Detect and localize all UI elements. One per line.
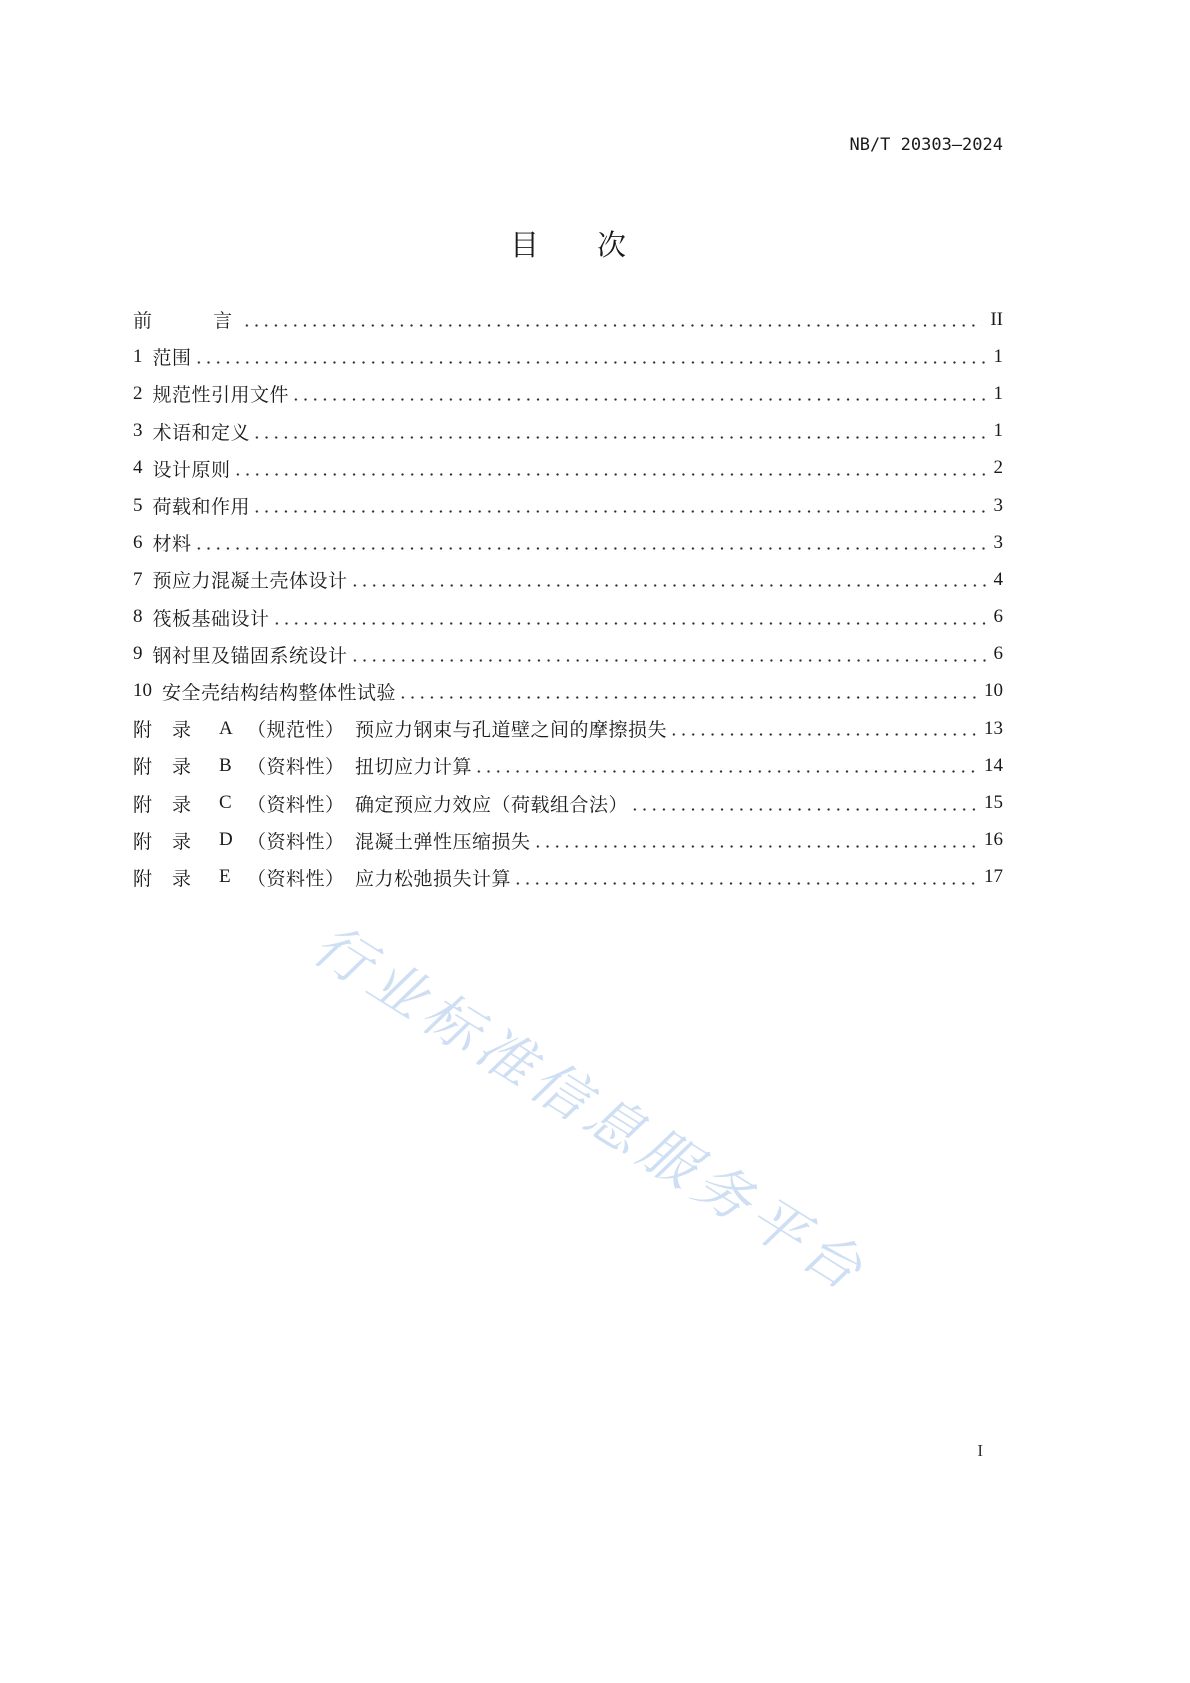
- page-number: I: [977, 1441, 983, 1460]
- dot-leader: [669, 732, 976, 737]
- toc-entry-number: 6: [133, 531, 143, 553]
- toc-entry-title: 钢衬里及锚固系统设计: [152, 645, 348, 667]
- toc-entry-page: II: [990, 308, 1003, 330]
- toc-entry-page: 6: [993, 643, 1003, 665]
- toc-entry-number: 8: [133, 606, 143, 628]
- toc-entry-appendix-a[interactable]: [133, 710, 1003, 747]
- page-title: 目 次: [509, 228, 626, 262]
- appendix-letter: E: [219, 866, 231, 888]
- toc-entry-title: 预应力钢束与孔道壁之间的摩擦损失: [355, 720, 668, 742]
- toc-entry-section-6[interactable]: [133, 524, 1003, 561]
- appendix-type: （规范性）: [247, 720, 345, 742]
- toc-entry-title: 确定预应力效应（荷载组合法）: [355, 794, 629, 816]
- dot-leader: [350, 583, 986, 588]
- toc-entry-section-7[interactable]: [133, 561, 1003, 598]
- dot-leader: [474, 769, 976, 774]
- appendix-letter: D: [219, 829, 233, 851]
- dot-leader: [533, 844, 976, 849]
- toc-entry-section-9[interactable]: [133, 636, 1003, 673]
- toc-entry-number: 1: [133, 345, 143, 367]
- appendix-type: （资料性）: [247, 831, 345, 853]
- toc-entry-foreword[interactable]: [133, 301, 1003, 338]
- watermark: 行业标准信息服务平台: [301, 912, 879, 1307]
- toc-entry-title: 前 言: [133, 311, 240, 333]
- toc-entry-section-4[interactable]: [133, 450, 1003, 487]
- dot-leader: [272, 621, 986, 626]
- dot-leader: [630, 807, 976, 812]
- dot-leader: [398, 695, 976, 700]
- toc-entry-title: 筏板基础设计: [152, 608, 270, 630]
- appendix-prefix: 附 录: [133, 757, 192, 779]
- appendix-prefix: 附 录: [133, 831, 192, 853]
- toc-entry-page: 2: [993, 457, 1003, 479]
- dot-leader: [194, 546, 986, 551]
- toc-entry-appendix-d[interactable]: [133, 822, 1003, 859]
- toc-entry-title: 应力松弛损失计算: [355, 868, 512, 890]
- toc-entry-page: 1: [993, 420, 1003, 442]
- toc-entry-title: 规范性引用文件: [152, 385, 290, 407]
- toc-entry-appendix-c[interactable]: [133, 784, 1003, 821]
- toc-entry-section-10[interactable]: [133, 673, 1003, 710]
- appendix-type: （资料性）: [247, 757, 345, 779]
- toc-entry-number: 2: [133, 382, 143, 404]
- toc-entry-page: 6: [993, 606, 1003, 628]
- toc-entry-title: 材料: [152, 534, 192, 556]
- appendix-letter: B: [219, 754, 232, 776]
- toc-entry-section-1[interactable]: [133, 338, 1003, 375]
- appendix-letter: A: [219, 717, 233, 739]
- toc-entry-appendix-b[interactable]: [133, 747, 1003, 784]
- toc-entry-title: 安全壳结构结构整体性试验: [162, 682, 397, 704]
- appendix-type: （资料性）: [247, 794, 345, 816]
- toc-entry-page: 3: [993, 531, 1003, 553]
- toc-entry-title: 设计原则: [152, 459, 231, 481]
- appendix-prefix: 附 录: [133, 868, 192, 890]
- toc-entry-number: 4: [133, 457, 143, 479]
- dot-leader: [252, 435, 985, 440]
- toc-entry-page: 4: [993, 568, 1003, 590]
- appendix-prefix: 附 录: [133, 794, 192, 816]
- toc-entry-title: 荷载和作用: [152, 497, 251, 519]
- dot-leader: [242, 323, 983, 328]
- toc-entry-section-8[interactable]: [133, 599, 1003, 636]
- toc-entry-page: 1: [993, 382, 1003, 404]
- toc-entry-title: 混凝土弹性压缩损失: [355, 831, 531, 853]
- dot-leader: [350, 658, 986, 663]
- toc-entry-page: 15: [984, 792, 1003, 814]
- dot-leader: [194, 360, 986, 365]
- toc-entry-number: 9: [133, 643, 143, 665]
- toc-entry-appendix-e[interactable]: [133, 859, 1003, 896]
- dot-leader: [513, 881, 976, 886]
- toc-entry-page: 16: [984, 829, 1003, 851]
- toc-entry-page: 14: [984, 754, 1003, 776]
- toc-entry-section-2[interactable]: [133, 375, 1003, 412]
- toc-entry-number: 10: [133, 680, 152, 702]
- toc-entry-page: 17: [984, 866, 1003, 888]
- toc-entry-title: 术语和定义: [152, 422, 251, 444]
- dot-leader: [291, 397, 985, 402]
- toc-entry-title: 预应力混凝土壳体设计: [152, 571, 348, 593]
- toc-entry-title: 范围: [152, 348, 192, 370]
- toc-entry-section-5[interactable]: [133, 487, 1003, 524]
- toc-entry-title: 扭切应力计算: [355, 757, 473, 779]
- toc-entry-page: 10: [984, 680, 1003, 702]
- table-of-contents: [133, 301, 1003, 896]
- dot-leader: [252, 509, 985, 514]
- toc-entry-number: 5: [133, 494, 143, 516]
- toc-entry-number: 3: [133, 420, 143, 442]
- toc-entry-section-3[interactable]: [133, 413, 1003, 450]
- toc-entry-page: 13: [984, 717, 1003, 739]
- appendix-letter: C: [219, 792, 232, 814]
- appendix-type: （资料性）: [247, 868, 345, 890]
- standard-number: NB/T 20303—2024: [849, 135, 1003, 155]
- toc-entry-page: 1: [993, 345, 1003, 367]
- toc-entry-page: 3: [993, 494, 1003, 516]
- toc-entry-number: 7: [133, 568, 143, 590]
- dot-leader: [233, 472, 986, 477]
- appendix-prefix: 附 录: [133, 720, 192, 742]
